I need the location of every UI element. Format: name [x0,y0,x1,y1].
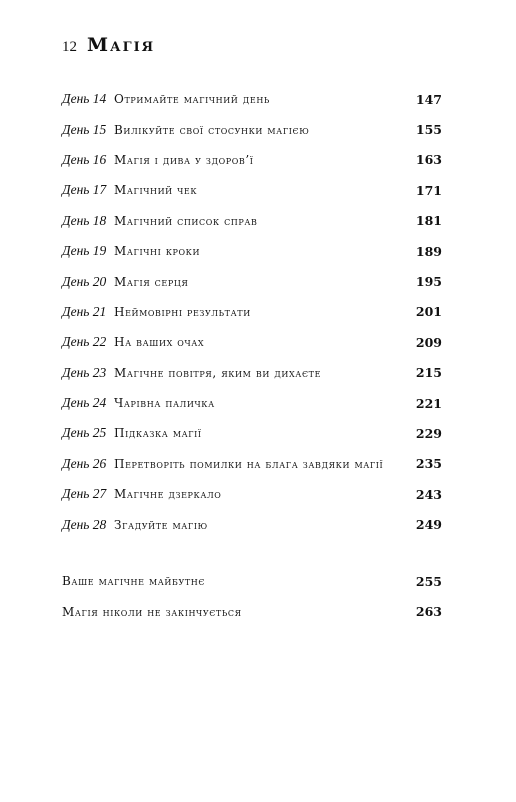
entry-title: Отримайте магічний день [114,92,270,107]
entry-page-number: 147 [415,91,442,107]
entry-title: Вилікуйте свої стосунки магією [114,122,310,137]
entry-title: Магічний чек [114,183,198,198]
entry-title: Магічне дзеркало [114,487,222,502]
toc-entry [62,596,442,626]
toc-entry [62,327,442,357]
toc-entry [62,145,442,175]
day-label: День 20 [62,273,107,289]
day-label: День 22 [62,334,107,350]
day-label: День 27 [62,486,107,502]
toc-entry [62,84,442,114]
entry-title: Згадуйте магію [114,517,208,532]
day-label: День 15 [62,121,107,137]
toc-entry [62,509,442,539]
entry-page-number: 249 [415,517,442,533]
entry-page-number: 243 [415,486,442,502]
toc-entry [62,297,442,327]
day-label: День 25 [62,425,107,441]
entry-page-number: 201 [415,304,442,320]
entry-title: Магічне повітря, яким ви дихаєте [114,365,322,380]
entry-page-number: 155 [415,122,442,138]
entry-page-number: 181 [415,213,442,229]
entry-title: На ваших очах [114,335,205,350]
entry-page-number: 209 [415,334,442,350]
day-label: День 18 [62,212,107,228]
entry-page-number: 235 [415,456,442,472]
entry-page-number: 229 [415,425,442,441]
toc-entry [62,388,442,418]
table-of-contents [62,84,442,540]
toc-entry [62,449,442,479]
page-number: 12 [62,39,77,55]
running-title: Магія [87,34,156,56]
entry-title: Магічний список справ [114,213,258,228]
entry-title: Чарівна паличка [114,396,215,411]
day-label: День 23 [62,364,107,380]
entry-page-number: 163 [415,152,442,168]
day-label: День 28 [62,516,107,532]
entry-title: Ваше магічне майбутнє [62,574,206,589]
entry-page-number: 215 [415,365,442,381]
day-label: День 19 [62,243,107,259]
toc-entry [62,566,442,596]
toc-entry [62,175,442,205]
entry-title: Магія ніколи не закінчується [62,604,242,619]
toc-entry [62,206,442,236]
toc-entry [62,358,442,388]
toc-entry [62,418,442,448]
day-label: День 17 [62,182,107,198]
entry-title: Неймовірні результати [114,304,251,319]
day-label: День 26 [62,455,107,471]
toc-entry [62,114,442,144]
day-label: День 24 [62,395,107,411]
entry-page-number: 221 [415,395,442,411]
entry-page-number: 255 [415,573,442,589]
toc-entry [62,479,442,509]
day-label: День 21 [62,303,107,319]
entry-page-number: 171 [415,182,442,198]
entry-title: Магія серця [114,274,189,289]
entry-title: Перетворіть помилки на блага завдяки магії [114,456,384,471]
entry-page-number: 189 [415,243,442,259]
entry-title: Підказка магії [114,426,202,441]
day-label: День 16 [62,151,107,167]
day-label: День 14 [62,91,107,107]
entry-title: Магія і дива у здоров’ї [114,152,254,167]
toc-entry [62,236,442,266]
toc-closing-section [62,566,442,627]
entry-page-number: 195 [415,274,442,290]
page-header [62,34,155,56]
entry-title: Магічні кроки [114,244,201,259]
toc-entry [62,266,442,296]
entry-page-number: 263 [415,604,442,620]
